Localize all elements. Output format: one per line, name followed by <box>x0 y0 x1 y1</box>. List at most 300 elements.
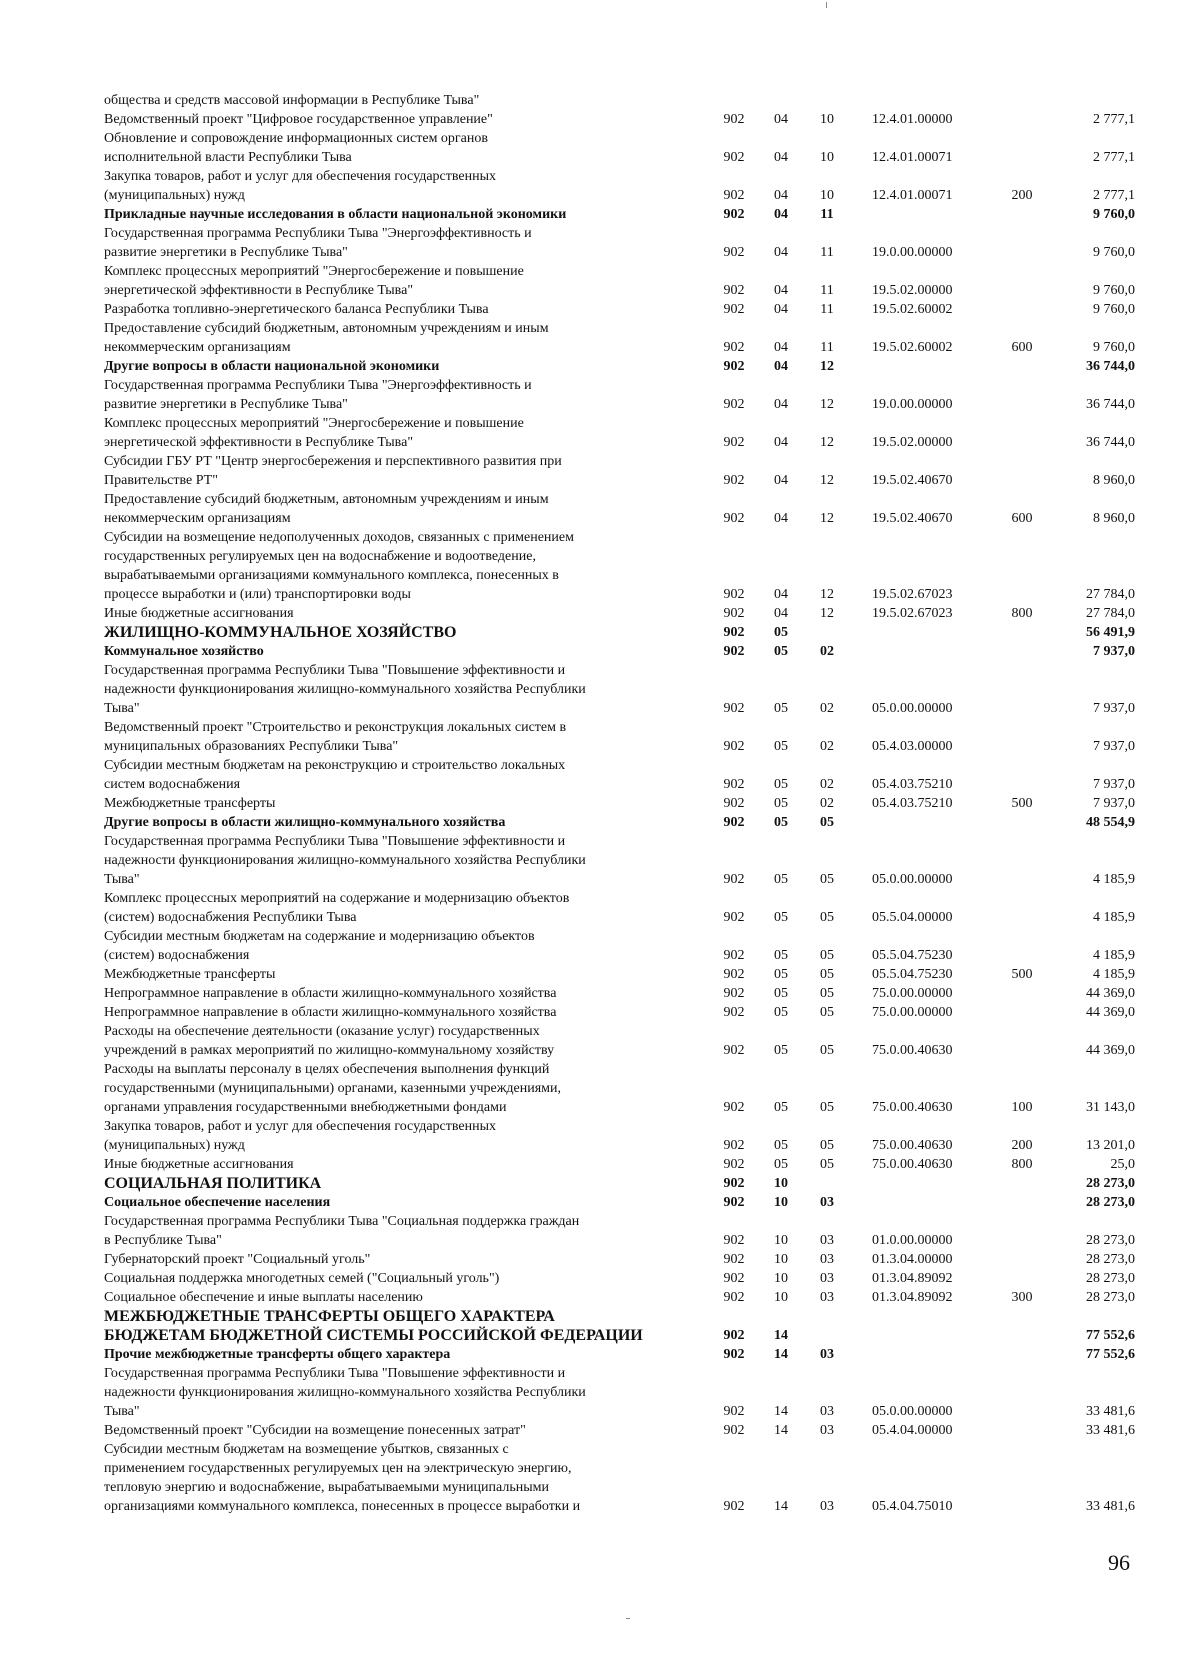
row-description: общества и средств массовой информации в Республике Тыва" <box>104 93 480 108</box>
row-description: Предоставление субсидий бюджетным, автономным учреждениям и иным некоммерческим организациям <box>104 321 549 355</box>
target-item-code: 05.5.04.00000 <box>872 910 953 925</box>
budget-admin-code: 902 <box>723 872 745 887</box>
target-item-code: 19.0.00.00000 <box>872 245 953 260</box>
subsection-code: 11 <box>820 340 834 355</box>
amount: 9 760,0 <box>1093 245 1135 260</box>
amount: 9 760,0 <box>1093 302 1135 317</box>
table-row <box>104 1003 1135 1022</box>
section-code: 14 <box>774 1347 788 1362</box>
section-code: 04 <box>774 112 788 127</box>
amount: 28 273,0 <box>1086 1290 1135 1305</box>
section-code: 04 <box>774 587 788 602</box>
subsection-code: 05 <box>820 1138 834 1153</box>
row-description: Межбюджетные трансферты <box>104 967 276 982</box>
table-row <box>104 889 1135 927</box>
row-description: Социальное обеспечение и иные выплаты населению <box>104 1290 423 1305</box>
amount: 13 201,0 <box>1086 1138 1135 1153</box>
row-description: Губернаторский проект "Социальный уголь" <box>104 1252 371 1267</box>
subsection-code: 12 <box>820 606 834 621</box>
budget-admin-code: 902 <box>723 625 745 640</box>
table-row <box>104 1421 1135 1440</box>
subsection-code: 03 <box>820 1233 834 1248</box>
amount: 8 960,0 <box>1093 473 1135 488</box>
budget-admin-code: 902 <box>723 207 745 222</box>
section-code: 05 <box>774 872 788 887</box>
row-description: Закупка товаров, работ и услуг для обеспечения государственных (муниципальных) нужд <box>104 1119 497 1153</box>
section-code: 04 <box>774 606 788 621</box>
section-code: 04 <box>774 188 788 203</box>
row-description: Непрограммное направление в области жилищно-коммунального хозяйства <box>104 1005 557 1020</box>
section-code: 05 <box>774 986 788 1001</box>
subsection-code: 05 <box>820 1043 834 1058</box>
subsection-code: 10 <box>820 150 834 165</box>
table-row <box>104 1212 1135 1250</box>
section-code: 10 <box>774 1195 788 1210</box>
row-description: Субсидии местным бюджетам на содержание и модернизацию объектов (систем) водоснабжения <box>104 929 535 963</box>
page-number: 96 <box>1108 1550 1130 1575</box>
subsection-code: 02 <box>820 777 834 792</box>
budget-admin-code: 902 <box>723 340 745 355</box>
budget-admin-code: 902 <box>723 701 745 716</box>
target-item-code: 01.3.04.00000 <box>872 1252 953 1267</box>
subsection-code: 12 <box>820 359 834 374</box>
target-item-code: 12.4.01.00000 <box>872 112 953 127</box>
target-item-code: 01.3.04.89092 <box>872 1290 953 1305</box>
row-description: Иные бюджетные ассигнования <box>104 1157 294 1172</box>
row-description: Государственная программа Республики Тыва "Повышение эффективности и надежности функционирования жилищно-коммунального хозяйства Республики Тыва" <box>104 663 586 716</box>
amount: 44 369,0 <box>1086 986 1135 1001</box>
subsection-code: 11 <box>820 283 834 298</box>
subsection-code: 02 <box>820 701 834 716</box>
amount: 8 960,0 <box>1093 511 1135 526</box>
amount: 4 185,9 <box>1093 967 1135 982</box>
target-item-code: 19.5.02.67023 <box>872 606 953 621</box>
budget-admin-code: 902 <box>723 112 745 127</box>
table-row <box>104 452 1135 490</box>
budget-admin-code: 902 <box>723 1404 745 1419</box>
subsection-code: 12 <box>820 397 834 412</box>
budget-admin-code: 902 <box>723 777 745 792</box>
section-code: 14 <box>774 1423 788 1438</box>
subsection-code: 05 <box>820 872 834 887</box>
budget-admin-code: 902 <box>723 1043 745 1058</box>
budget-admin-code: 902 <box>723 1233 745 1248</box>
table-row <box>104 205 1135 224</box>
section-code: 04 <box>774 283 788 298</box>
subsection-code: 03 <box>820 1290 834 1305</box>
section-code: 05 <box>774 644 788 659</box>
amount: 44 369,0 <box>1086 1005 1135 1020</box>
section-code: 04 <box>774 340 788 355</box>
budget-admin-code: 902 <box>723 283 745 298</box>
amount: 77 552,6 <box>1086 1347 1135 1362</box>
section-code: 05 <box>774 1157 788 1172</box>
budget-admin-code: 902 <box>723 986 745 1001</box>
budget-admin-code: 902 <box>723 1100 745 1115</box>
section-code: 14 <box>774 1499 788 1514</box>
subsection-code: 03 <box>820 1195 834 1210</box>
subsection-code: 11 <box>820 245 834 260</box>
target-item-code: 12.4.01.00071 <box>872 188 953 203</box>
subsection-code: 12 <box>820 511 834 526</box>
target-item-code: 19.5.02.40670 <box>872 511 953 526</box>
target-item-code: 19.5.02.00000 <box>872 435 953 450</box>
budget-admin-code: 902 <box>723 644 745 659</box>
amount: 28 273,0 <box>1086 1252 1135 1267</box>
section-code: 10 <box>774 1271 788 1286</box>
subsection-code: 05 <box>820 815 834 830</box>
budget-admin-code: 902 <box>723 188 745 203</box>
table-row <box>104 300 1135 319</box>
subsection-code: 05 <box>820 910 834 925</box>
expense-type-code: 100 <box>1011 1100 1033 1115</box>
budget-admin-code: 902 <box>723 948 745 963</box>
section-code: 04 <box>774 511 788 526</box>
table-row <box>104 319 1135 357</box>
target-item-code: 75.0.00.40630 <box>872 1157 953 1172</box>
target-item-code: 05.5.04.75230 <box>872 948 953 963</box>
table-row <box>104 167 1135 205</box>
table-row <box>104 927 1135 965</box>
section-code: 04 <box>774 207 788 222</box>
row-description: Другие вопросы в области национальной экономики <box>104 359 440 374</box>
table-row <box>104 661 1135 718</box>
amount: 7 937,0 <box>1093 644 1135 659</box>
expense-type-code: 200 <box>1011 188 1033 203</box>
amount: 4 185,9 <box>1093 872 1135 887</box>
row-description: Комплекс процессных мероприятий "Энергосбережение и повышение энергетической эффективности в Республике Тыва" <box>104 416 524 450</box>
expense-type-code: 200 <box>1011 1138 1033 1153</box>
table-row <box>104 1193 1135 1212</box>
amount: 36 744,0 <box>1086 397 1135 412</box>
budget-admin-code: 902 <box>723 1252 745 1267</box>
subsection-code: 02 <box>820 739 834 754</box>
table-row <box>104 604 1135 623</box>
amount: 7 937,0 <box>1093 777 1135 792</box>
target-item-code: 12.4.01.00071 <box>872 150 953 165</box>
table-row <box>104 490 1135 528</box>
budget-admin-code: 902 <box>723 815 745 830</box>
row-description: Государственная программа Республики Тыва "Энергоэффективность и развитие энергетики в Республике Тыва" <box>104 226 532 260</box>
target-item-code: 05.0.00.00000 <box>872 1404 953 1419</box>
table-row <box>104 1345 1135 1364</box>
row-description: СОЦИАЛЬНАЯ ПОЛИТИКА <box>104 1175 322 1192</box>
target-item-code: 19.5.02.60002 <box>872 340 953 355</box>
section-code: 04 <box>774 359 788 374</box>
section-code: 04 <box>774 473 788 488</box>
expense-type-code: 300 <box>1011 1290 1033 1305</box>
row-description: Социальное обеспечение населения <box>104 1195 331 1210</box>
section-code: 05 <box>774 1005 788 1020</box>
table-row <box>104 794 1135 813</box>
table-row <box>104 1364 1135 1421</box>
section-code: 05 <box>774 967 788 982</box>
budget-admin-code: 902 <box>723 1347 745 1362</box>
section-code: 05 <box>774 1100 788 1115</box>
budget-admin-code: 902 <box>723 397 745 412</box>
amount: 9 760,0 <box>1093 207 1135 222</box>
row-description: Государственная программа Республики Тыва "Повышение эффективности и надежности функционирования жилищно-коммунального хозяйства Республики Тыва" <box>104 1366 586 1419</box>
amount: 28 273,0 <box>1086 1233 1135 1248</box>
section-code: 05 <box>774 796 788 811</box>
subsection-code: 11 <box>820 302 834 317</box>
budget-admin-code: 902 <box>723 1271 745 1286</box>
row-description: Государственная программа Республики Тыва "Энергоэффективность и развитие энергетики в Республике Тыва" <box>104 378 532 412</box>
amount: 4 185,9 <box>1093 910 1135 925</box>
table-row <box>104 262 1135 300</box>
section-code: 05 <box>774 625 788 640</box>
budget-admin-code: 902 <box>723 967 745 982</box>
subsection-code: 05 <box>820 967 834 982</box>
row-description: Комплекс процессных мероприятий "Энергосбережение и повышение энергетической эффективности в Республике Тыва" <box>104 264 524 298</box>
target-item-code: 75.0.00.40630 <box>872 1138 953 1153</box>
subsection-code: 05 <box>820 948 834 963</box>
row-description: Иные бюджетные ассигнования <box>104 606 294 621</box>
subsection-code: 05 <box>820 1100 834 1115</box>
amount: 2 777,1 <box>1093 188 1135 203</box>
amount: 7 937,0 <box>1093 796 1135 811</box>
section-code: 14 <box>774 1404 788 1419</box>
table-row <box>104 1269 1135 1288</box>
row-description: Предоставление субсидий бюджетным, автономным учреждениям и иным некоммерческим организациям <box>104 492 549 526</box>
section-code: 05 <box>774 1138 788 1153</box>
amount: 4 185,9 <box>1093 948 1135 963</box>
amount: 36 744,0 <box>1086 359 1135 374</box>
budget-admin-code: 902 <box>723 359 745 374</box>
budget-admin-code: 902 <box>723 796 745 811</box>
row-description: Ведомственный проект "Строительство и реконструкция локальных систем в муниципальных образованиях Республики Тыва" <box>104 720 567 754</box>
row-description: Прочие межбюджетные трансферты общего характера <box>104 1347 451 1362</box>
amount: 7 937,0 <box>1093 701 1135 716</box>
section-code: 04 <box>774 245 788 260</box>
row-description: Государственная программа Республики Тыва "Повышение эффективности и надежности функционирования жилищно-коммунального хозяйства Республики Тыва" <box>104 834 586 887</box>
subsection-code: 05 <box>820 1157 834 1172</box>
table-row <box>104 1250 1135 1269</box>
amount: 28 273,0 <box>1086 1271 1135 1286</box>
table-row <box>104 1155 1135 1174</box>
table-row <box>104 224 1135 262</box>
section-code: 14 <box>774 1328 788 1343</box>
table-row <box>104 1060 1135 1117</box>
subsection-code: 12 <box>820 473 834 488</box>
subsection-code: 11 <box>820 207 834 222</box>
target-item-code: 05.4.04.75010 <box>872 1499 953 1514</box>
target-item-code: 01.3.04.89092 <box>872 1271 953 1286</box>
amount: 48 554,9 <box>1086 815 1135 830</box>
expense-type-code: 500 <box>1011 967 1033 982</box>
row-description: Расходы на выплаты персоналу в целях обеспечения выполнения функций государственными (муниципальными) органами, казенными учреждениями, органами управления государственными внебюджетными фондами <box>104 1062 561 1115</box>
subsection-code: 02 <box>820 644 834 659</box>
expense-type-code: 600 <box>1011 511 1033 526</box>
target-item-code: 05.4.03.00000 <box>872 739 953 754</box>
table-row <box>104 984 1135 1003</box>
target-item-code: 05.0.00.00000 <box>872 701 953 716</box>
section-code: 05 <box>774 815 788 830</box>
section-code: 10 <box>774 1252 788 1267</box>
row-description: Ведомственный проект "Субсидии на возмещение понесенных затрат" <box>104 1423 526 1438</box>
subsection-code: 12 <box>820 435 834 450</box>
row-description: Расходы на обеспечение деятельности (оказание услуг) государственных учреждений в рамках мероприятий по жилищно-коммунальному хозяйству <box>104 1024 555 1058</box>
row-description: ЖИЛИЩНО-КОММУНАЛЬНОЕ ХОЗЯЙСТВО <box>104 624 457 641</box>
amount: 31 143,0 <box>1086 1100 1135 1115</box>
budget-table <box>104 91 1135 1516</box>
amount: 44 369,0 <box>1086 1043 1135 1058</box>
table-row <box>104 832 1135 889</box>
target-item-code: 05.5.04.75230 <box>872 967 953 982</box>
budget-admin-code: 902 <box>723 511 745 526</box>
budget-admin-code: 902 <box>723 1157 745 1172</box>
budget-admin-code: 902 <box>723 1138 745 1153</box>
section-code: 04 <box>774 302 788 317</box>
budget-admin-code: 902 <box>723 1176 745 1191</box>
budget-admin-code: 902 <box>723 150 745 165</box>
target-item-code: 01.0.00.00000 <box>872 1233 953 1248</box>
amount: 9 760,0 <box>1093 340 1135 355</box>
budget-admin-code: 902 <box>723 1423 745 1438</box>
expense-type-code: 800 <box>1011 1157 1033 1172</box>
subsection-code: 12 <box>820 587 834 602</box>
row-description: Другие вопросы в области жилищно-коммунального хозяйства <box>104 815 506 830</box>
table-row <box>104 1288 1135 1307</box>
amount: 9 760,0 <box>1093 283 1135 298</box>
section-code: 05 <box>774 701 788 716</box>
budget-admin-code: 902 <box>723 910 745 925</box>
row-description: МЕЖБЮДЖЕТНЫЕ ТРАНСФЕРТЫ ОБЩЕГО ХАРАКТЕРА БЮДЖЕТАМ БЮДЖЕТНОЙ СИСТЕМЫ РОССИЙСКОЙ ФЕДЕРАЦИИ <box>104 1308 643 1344</box>
subsection-code: 03 <box>820 1347 834 1362</box>
budget-admin-code: 902 <box>723 1290 745 1305</box>
budget-admin-code: 902 <box>723 302 745 317</box>
target-item-code: 19.5.02.40670 <box>872 473 953 488</box>
table-row <box>104 623 1135 642</box>
budget-admin-code: 902 <box>723 606 745 621</box>
target-item-code: 19.0.00.00000 <box>872 397 953 412</box>
target-item-code: 75.0.00.00000 <box>872 986 953 1001</box>
target-item-code: 19.5.02.00000 <box>872 283 953 298</box>
subsection-code: 10 <box>820 188 834 203</box>
row-description: Прикладные научные исследования в области национальной экономики <box>104 207 567 222</box>
expense-type-code: 500 <box>1011 796 1033 811</box>
amount: 7 937,0 <box>1093 739 1135 754</box>
row-description: Государственная программа Республики Тыва "Социальная поддержка граждан в Республике Тыва" <box>104 1214 580 1248</box>
subsection-code: 10 <box>820 112 834 127</box>
table-row <box>104 813 1135 832</box>
amount: 33 481,6 <box>1086 1423 1135 1438</box>
target-item-code: 75.0.00.40630 <box>872 1100 953 1115</box>
section-code: 10 <box>774 1176 788 1191</box>
row-description: Субсидии местным бюджетам на возмещение убытков, связанных с применением государственных регулируемых цен на электрическую энергию, тепловую энергию и водоснабжение, вырабатываемыми муниципальными организациями коммунального комплекса, понесенных в процессе выработки и <box>104 1442 581 1514</box>
expense-type-code: 600 <box>1011 340 1033 355</box>
budget-admin-code: 902 <box>723 245 745 260</box>
budget-admin-code: 902 <box>723 739 745 754</box>
section-code: 04 <box>774 150 788 165</box>
table-row <box>104 756 1135 794</box>
target-item-code: 75.0.00.40630 <box>872 1043 953 1058</box>
subsection-code: 03 <box>820 1404 834 1419</box>
section-code: 04 <box>774 435 788 450</box>
section-code: 05 <box>774 948 788 963</box>
table-row <box>104 91 1135 110</box>
section-code: 10 <box>774 1233 788 1248</box>
table-row <box>104 1174 1135 1193</box>
amount: 56 491,9 <box>1086 625 1135 640</box>
row-description: Непрограммное направление в области жилищно-коммунального хозяйства <box>104 986 557 1001</box>
amount: 33 481,6 <box>1086 1404 1135 1419</box>
table-row <box>104 642 1135 661</box>
row-description: Комплекс процессных мероприятий на содержание и модернизацию объектов (систем) водоснабжения Республики Тыва <box>104 891 570 925</box>
amount: 36 744,0 <box>1086 435 1135 450</box>
amount: 28 273,0 <box>1086 1195 1135 1210</box>
row-description: Субсидии на возмещение недополученных доходов, связанных с применением государственных регулируемых цен на водоснабжение и водоотведение, вырабатываемыми организациями коммунального комплекса, понесенных в процессе выработки и (или) транспортировки воды <box>104 530 574 602</box>
row-description: Субсидии местным бюджетам на реконструкцию и строительство локальных систем водоснабжения <box>104 758 566 792</box>
table-row <box>104 965 1135 984</box>
target-item-code: 19.5.02.67023 <box>872 587 953 602</box>
target-item-code: 05.4.04.00000 <box>872 1423 953 1438</box>
section-code: 05 <box>774 739 788 754</box>
amount: 25,0 <box>1110 1157 1135 1172</box>
target-item-code: 05.4.03.75210 <box>872 777 953 792</box>
budget-admin-code: 902 <box>723 1195 745 1210</box>
budget-admin-code: 902 <box>723 1328 745 1343</box>
table-row <box>104 718 1135 756</box>
table-row <box>104 129 1135 167</box>
section-code: 05 <box>774 1043 788 1058</box>
budget-admin-code: 902 <box>723 473 745 488</box>
row-description: Ведомственный проект "Цифровое государственное управление" <box>104 112 493 127</box>
row-description: Разработка топливно-энергетического баланса Республики Тыва <box>104 302 489 317</box>
subsection-code: 05 <box>820 1005 834 1020</box>
scan-mark <box>826 2 827 8</box>
section-code: 04 <box>774 397 788 412</box>
row-description: Закупка товаров, работ и услуг для обеспечения государственных (муниципальных) нужд <box>104 169 497 203</box>
table-row <box>104 1117 1135 1155</box>
amount: 2 777,1 <box>1093 112 1135 127</box>
amount: 77 552,6 <box>1086 1328 1135 1343</box>
row-description: Социальная поддержка многодетных семей ("Социальный уголь") <box>104 1271 500 1286</box>
section-code: 05 <box>774 777 788 792</box>
budget-admin-code: 902 <box>723 1499 745 1514</box>
section-code: 05 <box>774 910 788 925</box>
table-row <box>104 110 1135 129</box>
subsection-code: 03 <box>820 1271 834 1286</box>
subsection-code: 05 <box>820 986 834 1001</box>
table-row <box>104 1307 1135 1345</box>
amount: 27 784,0 <box>1086 587 1135 602</box>
subsection-code: 03 <box>820 1499 834 1514</box>
amount: 27 784,0 <box>1086 606 1135 621</box>
target-item-code: 05.0.00.00000 <box>872 872 953 887</box>
row-description: Межбюджетные трансферты <box>104 796 276 811</box>
table-row <box>104 414 1135 452</box>
amount: 2 777,1 <box>1093 150 1135 165</box>
section-code: 10 <box>774 1290 788 1305</box>
target-item-code: 19.5.02.60002 <box>872 302 953 317</box>
amount: 28 273,0 <box>1086 1176 1135 1191</box>
scan-mark <box>626 1618 630 1619</box>
budget-admin-code: 902 <box>723 435 745 450</box>
table-row <box>104 376 1135 414</box>
table-row <box>104 1440 1135 1516</box>
target-item-code: 05.4.03.75210 <box>872 796 953 811</box>
budget-admin-code: 902 <box>723 587 745 602</box>
row-description: Обновление и сопровождение информационных систем органов исполнительной власти Республики Тыва <box>104 131 488 165</box>
subsection-code: 03 <box>820 1423 834 1438</box>
target-item-code: 75.0.00.00000 <box>872 1005 953 1020</box>
amount: 33 481,6 <box>1086 1499 1135 1514</box>
table-row <box>104 528 1135 604</box>
subsection-code: 03 <box>820 1252 834 1267</box>
budget-admin-code: 902 <box>723 1005 745 1020</box>
row-description: Коммунальное хозяйство <box>104 644 264 659</box>
